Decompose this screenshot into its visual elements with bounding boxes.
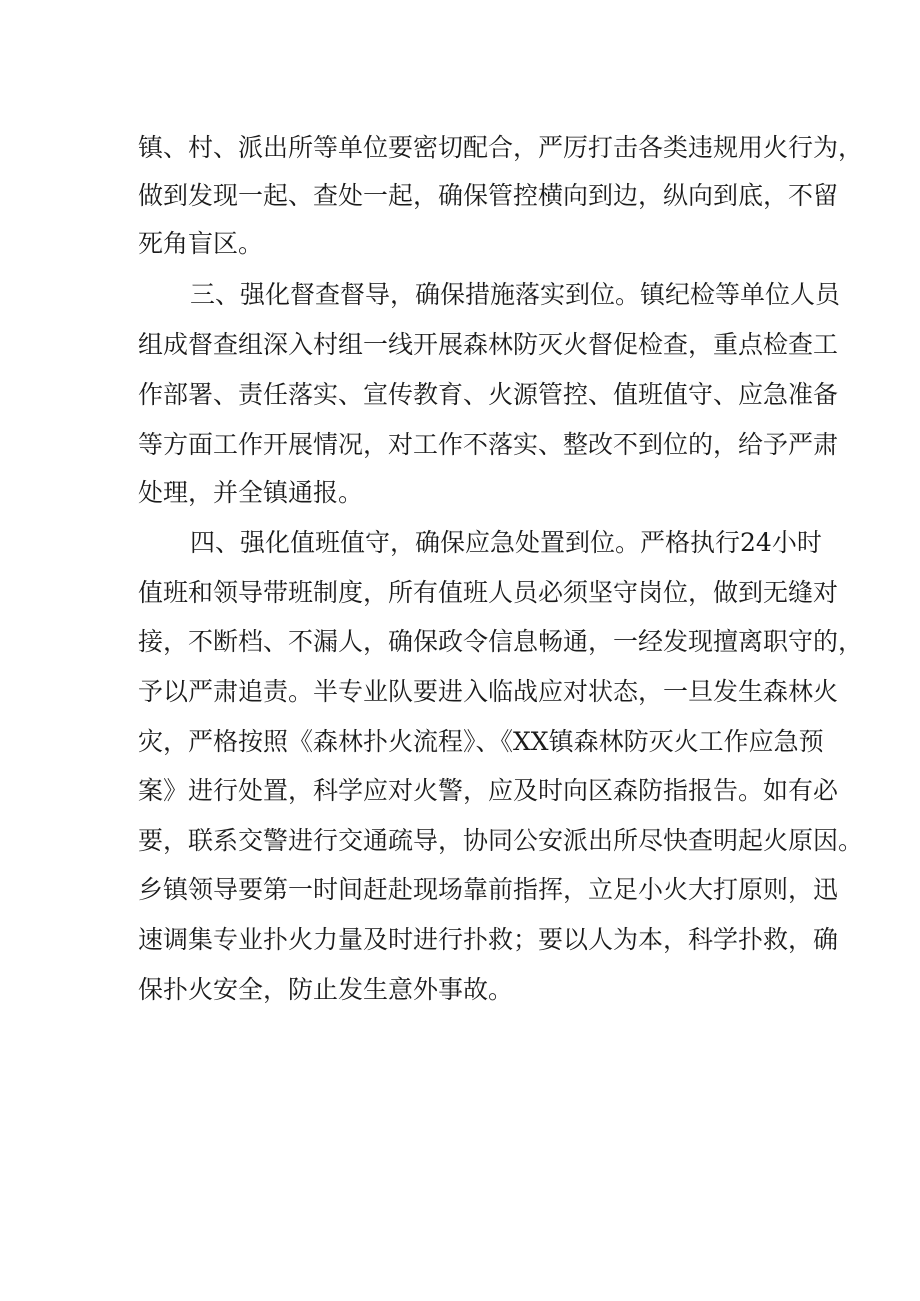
text-line: 组成督查组深入村组一线开展森林防灭火督促检查，重点检查工 xyxy=(138,330,839,359)
text-line: 灾，严格按照《森林扑火流程》、《XX镇森林防灭火工作应急预 xyxy=(138,727,824,756)
text-line: 速调集专业扑火力量及时进行扑救；要以人为本，科学扑救，确 xyxy=(138,925,839,954)
text-line: 死角盲区。 xyxy=(138,229,264,258)
text-line: 接，不断档、不漏人，确保政令信息畅通，一经发现擅离职守的， xyxy=(138,627,864,656)
text-line: 保扑火安全，防止发生意外事故。 xyxy=(138,975,514,1004)
text-line: 要，联系交警进行交通疏导，协同公安派出所尽快查明起火原因。 xyxy=(138,826,864,855)
text-line: 等方面工作开展情况，对工作不落实、整改不到位的，给予严肃 xyxy=(138,430,839,459)
paragraph-heading-line: 三、强化督查督导，确保措施落实到位。镇纪检等单位人员 xyxy=(190,280,841,309)
text-line: 作部署、责任落实、宣传教育、火源管控、值班值守、应急准备 xyxy=(138,380,839,409)
text-line: 处理，并全镇通报。 xyxy=(138,478,364,507)
text-line: 予以严肃追责。半专业队要进入临战应对状态，一旦发生森林火 xyxy=(138,677,839,706)
paragraph-heading-line: 四、强化值班值守，确保应急处置到位。严格执行24小时 xyxy=(190,528,822,557)
text-line: 做到发现一起、查处一起，确保管控横向到边，纵向到底，不留 xyxy=(138,181,839,210)
text-line: 值班和领导带班制度，所有值班人员必须坚守岗位，做到无缝对 xyxy=(138,578,839,607)
text-line: 乡镇领导要第一时间赶赴现场靠前指挥，立足小火大打原则，迅 xyxy=(138,875,839,904)
text-line: 案》进行处置，科学应对火警，应及时向区森防指报告。如有必 xyxy=(138,776,839,805)
text-line: 镇、村、派出所等单位要密切配合，严厉打击各类违规用火行为， xyxy=(138,133,864,162)
